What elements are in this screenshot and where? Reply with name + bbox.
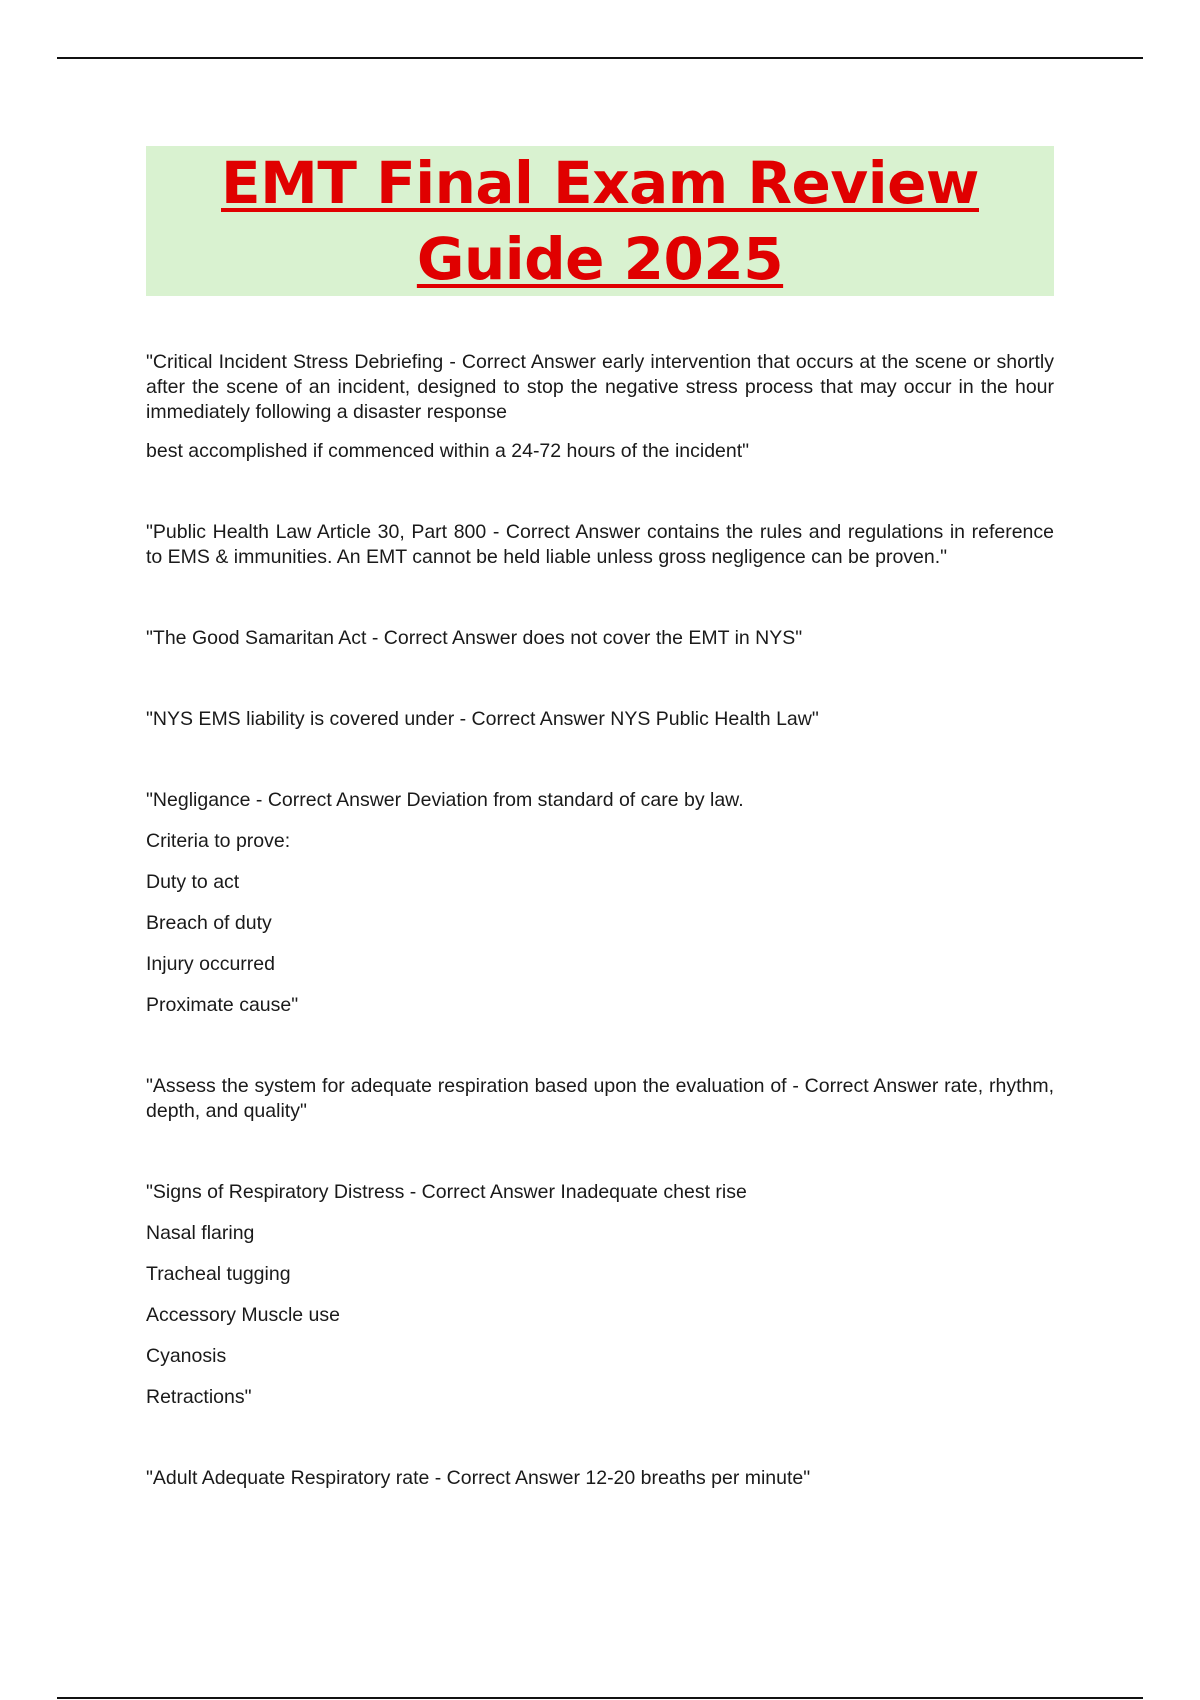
entry-good-samaritan-act [146, 626, 1054, 651]
entry-negligance [146, 788, 1054, 1018]
entry-text: "Public Health Law Article 30, Part 800 - Correct Answer contains the rules and regulations in reference to EMS & immunities. An EMT cannot be held liable unless gross negligence can be proven." [146, 521, 1054, 568]
entry-list-item: Duty to act [146, 871, 240, 893]
entry-text: "Critical Incident Stress Debriefing - Correct Answer early intervention that occurs at the scene or shortly after the scene of an incident, designed to stop the negative stress process that may occur in the hour immediately following a disaster response [146, 351, 1054, 423]
document-title [221, 145, 979, 297]
entry-text: Criteria to prove: [146, 830, 291, 852]
title-line-2: Guide 2025 [416, 225, 784, 293]
entry-list-item: Breach of duty [146, 912, 272, 934]
entry-list-item: Accessory Muscle use [146, 1304, 340, 1326]
entry-text: "Negligance - Correct Answer Deviation from standard of care by law. [146, 789, 744, 811]
entry-list-item: Cyanosis [146, 1345, 227, 1367]
entry-public-health-law [146, 520, 1054, 570]
entry-text: "NYS EMS liability is covered under - Correct Answer NYS Public Health Law" [146, 708, 819, 730]
entry-nys-ems-liability [146, 707, 1054, 732]
entry-list-item: Injury occurred [146, 953, 275, 975]
entry-text: "Assess the system for adequate respiration based upon the evaluation of - Correct Answer rate, rhythm, depth, and quality" [146, 1075, 1054, 1122]
entry-critical-incident-stress-debriefing [146, 350, 1054, 464]
entry-adult-respiratory-rate [146, 1466, 1054, 1491]
document-page [146, 146, 1054, 1547]
entry-adequate-respiration [146, 1074, 1054, 1124]
entry-signs-respiratory-distress [146, 1180, 1054, 1410]
top-rule [57, 57, 1143, 59]
entry-list-item: Nasal flaring [146, 1222, 255, 1244]
review-entries [146, 350, 1054, 1491]
bottom-rule [57, 1697, 1143, 1699]
entry-text: "Adult Adequate Respiratory rate - Correct Answer 12-20 breaths per minute" [146, 1467, 811, 1489]
entry-text: best accomplished if commenced within a 24-72 hours of the incident" [146, 440, 750, 462]
entry-text: "The Good Samaritan Act - Correct Answer does not cover the EMT in NYS" [146, 627, 803, 649]
entry-list-item: Tracheal tugging [146, 1263, 291, 1285]
entry-list-item: Retractions" [146, 1386, 252, 1408]
title-banner [146, 146, 1054, 296]
entry-text: "Signs of Respiratory Distress - Correct Answer Inadequate chest rise [146, 1181, 747, 1203]
entry-list-item: Proximate cause" [146, 994, 299, 1016]
title-line-1: EMT Final Exam Review [221, 149, 979, 217]
